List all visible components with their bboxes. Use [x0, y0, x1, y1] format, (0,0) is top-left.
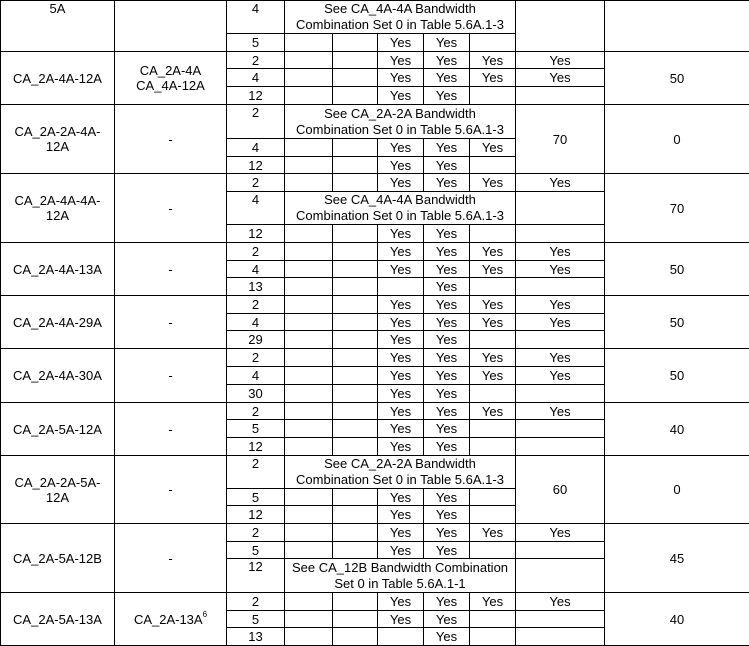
fallback-cell: -: [115, 456, 227, 524]
bw-cell: Yes: [424, 542, 470, 559]
ca-config-cell: CA_2A-4A-29A: [1, 296, 115, 349]
bw-cell: Yes: [424, 438, 470, 456]
band-cell: 12: [227, 438, 285, 456]
bw-cell: [285, 506, 333, 524]
bw-cell: [285, 243, 333, 261]
ca-config-cell: CA_2A-2A-4A- 12A: [1, 105, 115, 174]
bw-cell: [333, 261, 378, 278]
bw-cell: Yes: [424, 349, 470, 367]
bw-cell: [470, 331, 516, 349]
band-cell: 5: [227, 611, 285, 628]
bw-cell: Yes: [516, 314, 605, 331]
band-cell: 2: [227, 105, 285, 139]
bw-cell: Yes: [378, 139, 424, 157]
bw-cell: Yes: [378, 314, 424, 331]
bw-cell: Yes: [424, 385, 470, 403]
bw-cell: [285, 52, 333, 69]
bw-cell: [333, 611, 378, 628]
bw-cell: [333, 157, 378, 174]
bw-cell: [333, 278, 378, 296]
fallback-cell: -: [115, 296, 227, 349]
bw-cell: [516, 420, 605, 438]
band-cell: 4: [227, 192, 285, 225]
band-cell: 13: [227, 278, 285, 296]
bw-cell: [333, 296, 378, 314]
bw-cell: Yes: [378, 157, 424, 174]
max-bw-cell: 45: [605, 524, 749, 593]
bw-cell: [333, 367, 378, 385]
bw-cell: Yes: [516, 69, 605, 87]
max-bw-cell: 50: [605, 243, 749, 296]
bw-cell: [333, 506, 378, 524]
bw-cell: Yes: [424, 403, 470, 420]
ca-config-cell: CA_2A-5A-12A: [1, 403, 115, 456]
bw-cell: Yes: [378, 420, 424, 438]
bw-cell: Yes: [424, 628, 470, 646]
max-bw-cell: 50: [605, 349, 749, 403]
bw-cell: Yes: [424, 261, 470, 278]
bw-cell: Yes: [378, 611, 424, 628]
table-row: [1, 403, 749, 420]
bw-cell: [285, 314, 333, 331]
bw-cell: Yes: [470, 69, 516, 87]
band-cell: 2: [227, 296, 285, 314]
max-bw-cell: 70: [605, 174, 749, 243]
band-cell: 5: [227, 420, 285, 438]
table-row: [1, 105, 749, 139]
bw-cell: [285, 278, 333, 296]
bw-cell: [470, 420, 516, 438]
band-cell: 5: [227, 542, 285, 559]
bw-cell: Yes: [470, 52, 516, 69]
max-bw-cell: 50: [605, 296, 749, 349]
bcs-cell: 0: [605, 456, 749, 524]
bw-cell: Yes: [470, 314, 516, 331]
bw-cell: [285, 542, 333, 559]
band-cell: 5: [227, 489, 285, 506]
table-row: [1, 296, 749, 314]
bw-cell: Yes: [516, 261, 605, 278]
band-cell: 29: [227, 331, 285, 349]
bw-cell: Yes: [470, 403, 516, 420]
band-cell: 2: [227, 524, 285, 542]
max-bw-cell: [516, 1, 605, 52]
bw-cell: Yes: [424, 593, 470, 611]
table-row: [1, 349, 749, 367]
bw-cell: Yes: [424, 524, 470, 542]
bw-cell: [333, 34, 378, 52]
bw-cell: Yes: [378, 243, 424, 261]
table-row: [1, 1, 749, 34]
max-bw-cell: 60: [516, 456, 605, 524]
bw-cell: [333, 87, 378, 105]
bw-cell: Yes: [516, 243, 605, 261]
bw-cell: Yes: [378, 349, 424, 367]
see-table-note: See CA_2A-2A Bandwidth Combination Set 0 in Table 5.6A.1-3: [285, 105, 516, 139]
bw-cell: [333, 385, 378, 403]
bw-cell: Yes: [470, 593, 516, 611]
band-cell: 12: [227, 225, 285, 243]
bw-cell: Yes: [378, 367, 424, 385]
fallback-cell: -: [115, 349, 227, 403]
max-bw-cell: 40: [605, 593, 749, 646]
bw-cell: Yes: [424, 34, 470, 52]
fallback-cell: -: [115, 243, 227, 296]
bw-cell: [516, 225, 605, 243]
band-cell: 2: [227, 174, 285, 192]
bw-cell: [470, 611, 516, 628]
bw-cell: Yes: [378, 174, 424, 192]
bw-cell: Yes: [424, 611, 470, 628]
band-cell: 2: [227, 593, 285, 611]
bw-cell: [516, 278, 605, 296]
bw-cell: [285, 69, 333, 87]
bw-cell: Yes: [424, 489, 470, 506]
bw-cell: Yes: [424, 420, 470, 438]
ca-config-cell: 5A: [1, 1, 115, 52]
bw-cell: [333, 542, 378, 559]
table-row: [1, 593, 749, 611]
bw-cell: [470, 385, 516, 403]
bw-cell: [285, 367, 333, 385]
bw-cell: Yes: [378, 385, 424, 403]
bw-cell: Yes: [378, 87, 424, 105]
bw-cell: Yes: [424, 278, 470, 296]
fallback-text: CA_2A-13A: [134, 612, 203, 627]
bw-cell: [285, 157, 333, 174]
bw-cell: [378, 278, 424, 296]
fallback-cell: -: [115, 403, 227, 456]
bw-cell: [285, 403, 333, 420]
bw-cell: [333, 243, 378, 261]
bw-cell: Yes: [470, 243, 516, 261]
bw-cell: Yes: [470, 524, 516, 542]
bw-cell: Yes: [378, 52, 424, 69]
bw-cell: Yes: [516, 403, 605, 420]
fallback-cell: CA_2A-4A CA_4A-12A: [115, 52, 227, 105]
ca-config-cell: CA_2A-5A-12B: [1, 524, 115, 593]
table-row: [1, 524, 749, 542]
band-cell: 4: [227, 1, 285, 34]
ca-config-cell: CA_2A-5A-13A: [1, 593, 115, 646]
band-cell: 12: [227, 157, 285, 174]
bw-cell: Yes: [424, 296, 470, 314]
band-cell: 12: [227, 559, 285, 593]
ca-config-cell: CA_2A-4A-4A- 12A: [1, 174, 115, 243]
bw-cell: [516, 331, 605, 349]
fallback-cell: -: [115, 105, 227, 174]
bw-cell: Yes: [516, 593, 605, 611]
band-cell: 13: [227, 628, 285, 646]
bw-cell: Yes: [424, 52, 470, 69]
bw-cell: Yes: [424, 367, 470, 385]
bw-cell: [285, 261, 333, 278]
bw-cell: [470, 506, 516, 524]
band-cell: 5: [227, 34, 285, 52]
bw-cell: Yes: [424, 139, 470, 157]
band-cell: 2: [227, 349, 285, 367]
see-table-note: See CA_4A-4A Bandwidth Combination Set 0 in Table 5.6A.1-3: [285, 1, 516, 34]
see-table-note: See CA_12B Bandwidth Combination Set 0 in Table 5.6A.1-1: [285, 559, 516, 593]
bw-cell: [516, 542, 605, 559]
table-row: [1, 243, 749, 261]
ca-config-cell: CA_2A-4A-30A: [1, 349, 115, 403]
band-cell: 12: [227, 87, 285, 105]
bw-cell: [285, 611, 333, 628]
bw-cell: Yes: [378, 261, 424, 278]
bw-cell: Yes: [378, 296, 424, 314]
max-bw-cell: 50: [605, 52, 749, 105]
max-bw-cell: 40: [605, 403, 749, 456]
bw-cell: [470, 542, 516, 559]
bw-cell: Yes: [470, 174, 516, 192]
bw-cell: [470, 225, 516, 243]
bw-cell: [333, 524, 378, 542]
band-cell: 2: [227, 52, 285, 69]
bw-cell: [333, 225, 378, 243]
fallback-cell: [115, 593, 227, 646]
band-cell: 12: [227, 506, 285, 524]
bw-cell: Yes: [378, 489, 424, 506]
see-table-note: See CA_2A-2A Bandwidth Combination Set 0 in Table 5.6A.1-3: [285, 456, 516, 489]
bw-cell: [285, 174, 333, 192]
bw-cell: Yes: [470, 139, 516, 157]
bw-cell: Yes: [516, 52, 605, 69]
fallback-cell: -: [115, 524, 227, 593]
bw-cell: Yes: [378, 438, 424, 456]
ca-config-cell: CA_2A-2A-5A- 12A: [1, 456, 115, 524]
max-bw-cell: 70: [516, 105, 605, 174]
table-row: [1, 174, 749, 192]
bw-cell: [516, 87, 605, 105]
bw-cell: [516, 385, 605, 403]
bw-cell: Yes: [516, 174, 605, 192]
bw-cell: Yes: [378, 524, 424, 542]
bw-cell: [470, 278, 516, 296]
bw-cell: [285, 296, 333, 314]
bw-cell: [470, 87, 516, 105]
table-row: [1, 456, 749, 489]
bw-cell: [516, 611, 605, 628]
bcs-cell: [605, 1, 749, 52]
bw-cell: [285, 349, 333, 367]
bw-cell: Yes: [424, 225, 470, 243]
ca-config-cell: CA_2A-4A-13A: [1, 243, 115, 296]
footnote-marker: 6: [203, 610, 207, 619]
bw-cell: Yes: [516, 524, 605, 542]
bw-cell: [333, 139, 378, 157]
band-cell: 2: [227, 243, 285, 261]
bw-cell: Yes: [516, 367, 605, 385]
bw-cell: Yes: [378, 403, 424, 420]
bw-cell: [285, 139, 333, 157]
bw-cell: Yes: [470, 367, 516, 385]
bw-cell: Yes: [378, 69, 424, 87]
bw-cell: Yes: [470, 261, 516, 278]
bw-cell: [285, 420, 333, 438]
bw-cell: Yes: [516, 349, 605, 367]
table-row: [1, 52, 749, 69]
band-cell: 2: [227, 456, 285, 489]
band-cell: 4: [227, 367, 285, 385]
bw-cell: Yes: [378, 593, 424, 611]
bw-cell: Yes: [470, 296, 516, 314]
bcs-cell: 0: [605, 105, 749, 174]
bw-cell: [285, 331, 333, 349]
bw-cell: [333, 403, 378, 420]
bw-cell: Yes: [378, 331, 424, 349]
bw-cell: Yes: [516, 296, 605, 314]
bw-cell: Yes: [424, 69, 470, 87]
bw-cell: [333, 174, 378, 192]
bw-cell: [333, 52, 378, 69]
bw-cell: [470, 34, 516, 52]
bw-cell: Yes: [424, 506, 470, 524]
bw-cell: [333, 331, 378, 349]
bw-cell: [333, 314, 378, 331]
bw-cell: [333, 420, 378, 438]
bw-cell: [285, 438, 333, 456]
bw-cell: [333, 349, 378, 367]
bw-cell: [516, 438, 605, 456]
bw-cell: Yes: [378, 542, 424, 559]
bw-cell: Yes: [378, 225, 424, 243]
bw-cell: [470, 489, 516, 506]
bw-cell: Yes: [378, 506, 424, 524]
bw-cell: [470, 438, 516, 456]
see-table-note: See CA_4A-4A Bandwidth Combination Set 0 in Table 5.6A.1-3: [285, 192, 516, 225]
bw-cell: [285, 489, 333, 506]
bw-cell: Yes: [424, 87, 470, 105]
band-cell: 4: [227, 139, 285, 157]
band-cell: 4: [227, 314, 285, 331]
bw-cell: Yes: [424, 314, 470, 331]
bw-cell: [285, 34, 333, 52]
bw-cell: Yes: [378, 34, 424, 52]
bw-cell: [333, 593, 378, 611]
bw-cell: Yes: [424, 331, 470, 349]
bw-cell: Yes: [424, 243, 470, 261]
bw-cell: [285, 385, 333, 403]
bw-cell: Yes: [470, 349, 516, 367]
band-cell: 30: [227, 385, 285, 403]
bw-cell: Yes: [424, 174, 470, 192]
band-cell: 2: [227, 403, 285, 420]
fallback-cell: -: [115, 174, 227, 243]
bw-cell: [285, 225, 333, 243]
bw-cell: [285, 593, 333, 611]
ca-config-cell: CA_2A-4A-12A: [1, 52, 115, 105]
bw-cell: [333, 489, 378, 506]
fallback-cell: [115, 1, 227, 52]
band-cell: 4: [227, 261, 285, 278]
bw-cell: [285, 524, 333, 542]
bw-cell: [333, 69, 378, 87]
bw-cell: Yes: [424, 157, 470, 174]
bw-cell: [470, 157, 516, 174]
bw-cell: [285, 87, 333, 105]
bw-cell: [333, 438, 378, 456]
band-cell: 4: [227, 69, 285, 87]
